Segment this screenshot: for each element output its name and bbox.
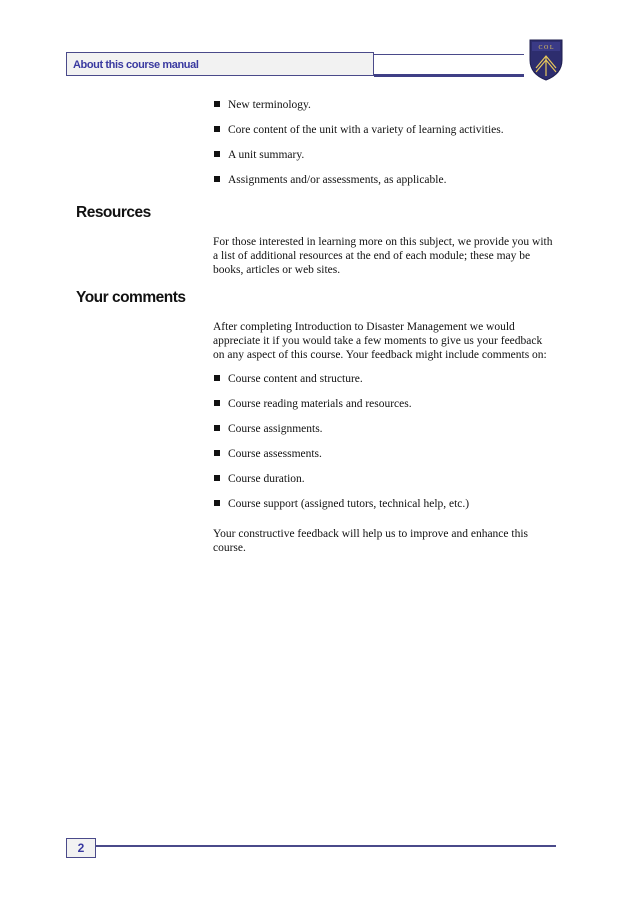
square-bullet-icon <box>214 500 220 506</box>
feedback-bullet-list <box>213 372 469 522</box>
header-title: About this course manual <box>73 59 199 71</box>
square-bullet-icon <box>214 151 220 157</box>
logo-text: C O L <box>538 45 554 51</box>
square-bullet-icon <box>214 425 220 431</box>
footer-rule <box>96 845 556 847</box>
page-number-box <box>66 838 96 858</box>
square-bullet-icon <box>214 450 220 456</box>
list-item: New terminology. <box>213 98 504 112</box>
square-bullet-icon <box>214 176 220 182</box>
list-item: Core content of the unit with a variety of learning activities. <box>213 123 504 137</box>
square-bullet-icon <box>214 126 220 132</box>
header-rule-bottom <box>374 74 524 77</box>
page-number: 2 <box>77 841 85 855</box>
list-item: Course assignments. <box>213 422 469 436</box>
list-item: Assignments and/or assessments, as applicable. <box>213 173 504 187</box>
list-item: Course duration. <box>213 472 469 486</box>
resources-heading: Resources <box>76 204 151 221</box>
square-bullet-icon <box>214 101 220 107</box>
resources-paragraph: For those interested in learning more on this subject, we provide you with a list of additional resources at the end of each module; these may be books, articles or web sites. <box>213 236 553 276</box>
comments-heading: Your comments <box>76 289 186 306</box>
list-item: A unit summary. <box>213 148 504 162</box>
list-item: Course support (assigned tutors, technical help, etc.) <box>213 497 469 511</box>
comments-paragraph: After completing Introduction to Disaster Management we would appreciate it if you would take a few moments to give us your feedback on any aspect of this course. Your feedback might include comments on: <box>213 321 547 361</box>
list-item: Course content and structure. <box>213 372 469 386</box>
square-bullet-icon <box>214 475 220 481</box>
list-item: Course assessments. <box>213 447 469 461</box>
header-title-box <box>66 52 374 76</box>
header-rule-top <box>374 54 524 55</box>
intro-bullet-list <box>213 98 504 198</box>
col-shield-logo <box>528 38 564 82</box>
square-bullet-icon <box>214 400 220 406</box>
list-item: Course reading materials and resources. <box>213 397 469 411</box>
closing-paragraph: Your constructive feedback will help us to improve and enhance this course. <box>213 528 529 554</box>
square-bullet-icon <box>214 375 220 381</box>
